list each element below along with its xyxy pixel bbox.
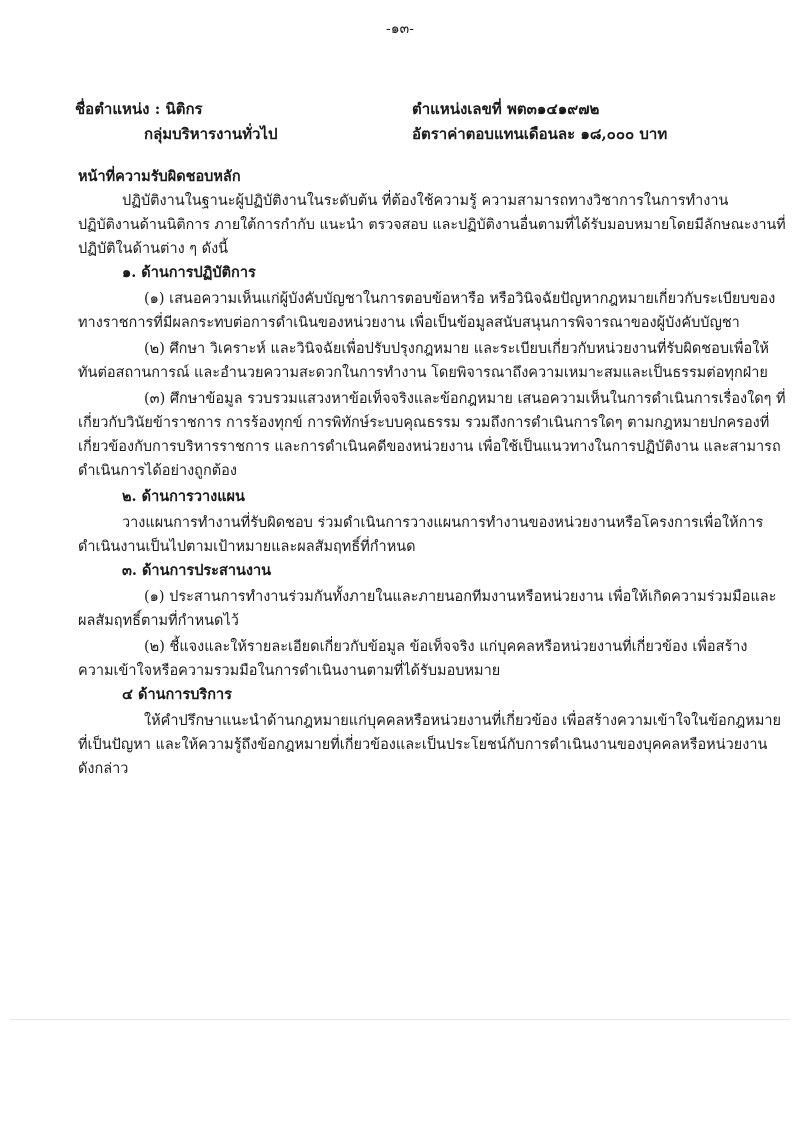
paragraph-line: ผลสัมฤทธิ์ตามที่กำหนดไว้ — [78, 613, 239, 629]
paragraph-line: เกี่ยวข้องกับการบริหารราชการ และการดำเนินคดีของหน่วยงาน เพื่อใช้เป็นแนวทางในการปฏิบัติงาน และสามารถ — [78, 439, 781, 455]
paragraph-line: (๒) ชี้แจงและให้รายละเอียดเกี่ยวกับข้อมูล ข้อเท็จจริง แก่บุคคลหรือหน่วยงานที่เกี่ยวข้อง เพื่อสร้าง — [144, 639, 748, 655]
paragraph-line: ทางราชการที่มีผลกระทบต่อการดำเนินของหน่วยงาน เพื่อเป็นข้อมูลสนับสนุนการพิจารณาของผู้บังคับบัญชา — [78, 315, 740, 331]
paragraph-line: (๒) ศึกษา วิเคราะห์ และวินิจฉัยเพื่อปรับปรุงกฎหมาย และระเบียบเกี่ยวกับหน่วยงานที่รับผิดชอบเพื่อให้ — [144, 341, 769, 357]
section-heading-service: ๔ ด้านการบริการ — [122, 686, 232, 703]
paragraph-line: (๑) ประสานการทำงานร่วมกันทั้งภายในและภายนอกทีมงานหรือหน่วยงาน เพื่อให้เกิดความร่วมมือและ — [144, 589, 777, 605]
paragraph-line: ที่เป็นปัญหา และให้ความรู้ถึงข้อกฎหมายที่เกี่ยวข้องและเป็นประโยชน์กับการดำเนินงานของบุคคลหรือหน่วยงาน — [78, 737, 768, 753]
intro-line: ปฏิบัติงานด้านนิติการ ภายใต้การกำกับ แนะนำ ตรวจสอบ และปฏิบัติงานอื่นตามที่ได้รับมอบหมายโดยมีลักษณะงานที่ — [78, 217, 786, 233]
page-number: -๑๓- — [386, 21, 414, 37]
main-heading: หน้าที่ความรับผิดชอบหลัก — [78, 168, 241, 185]
salary-rate: อัตราค่าตอบแทนเดือนละ ๑๘,๐๐๐ บาท — [412, 125, 668, 143]
intro-line: ปฏิบัติในด้านต่าง ๆ ดังนี้ — [78, 241, 229, 257]
paragraph-line: ให้คำปรึกษาแนะนำด้านกฎหมายแก่บุคคลหรือหน่วยงานที่เกี่ยวข้อง เพื่อสร้างความเข้าใจในข้อกฎหมาย — [144, 713, 782, 729]
position-name: ชื่อตำแหน่ง : นิติกร — [75, 100, 203, 118]
paragraph-line: วางแผนการทำงานที่รับผิดชอบ ร่วมดำเนินการวางแผนการทำงานของหน่วยงานหรือโครงการเพื่อให้การ — [122, 515, 764, 531]
paragraph-line: ดำเนินงานเป็นไปตามเป้าหมายและผลสัมฤทธิ์ที่กำหนด — [78, 539, 416, 555]
paragraph-line: (๓) ศึกษาข้อมูล รวบรวมแสวงหาข้อเท็จจริงและข้อกฎหมาย เสนอความเห็นในการดำเนินการเรื่องใดๆ ที่ — [144, 391, 786, 407]
paragraph-line: ทันต่อสถานการณ์ และอำนวยความสะดวกในการทำงาน โดยพิจารณาถึงความเหมาะสมและเป็นธรรมต่อทุกฝ่าย — [78, 365, 768, 381]
section-heading-operations: ๑. ด้านการปฏิบัติการ — [122, 264, 256, 281]
paragraph-line: ความเข้าใจหรือความรวมมือในการดำเนินงานตามที่ได้รับมอบหมาย — [78, 663, 501, 679]
position-number: ตำแหน่งเลขที่ พต๓๑๔๑๙๗๒ — [412, 100, 600, 118]
work-group: กลุ่มบริหารงานทั่วไป — [144, 125, 278, 143]
section-heading-coordination: ๓. ด้านการประสานงาน — [122, 562, 272, 579]
paragraph-line: ดังกล่าว — [78, 761, 129, 777]
section-heading-planning: ๒. ด้านการวางแผน — [122, 488, 245, 505]
paragraph-line: เกี่ยวกับวินัยข้าราชการ การร้องทุกข์ การพิทักษ์ระบบคุณธรรม รวมถึงการดำเนินการใดๆ ตามกฎหมายปกครองที่ — [78, 415, 770, 431]
page-bottom-divider — [10, 1019, 790, 1020]
paragraph-line: (๑) เสนอความเห็นแก่ผู้บังคับบัญชาในการตอบข้อหารือ หรือวินิจฉัยปัญหากฎหมายเกี่ยวกับระเบียบของ — [144, 291, 776, 307]
intro-line: ปฏิบัติงานในฐานะผู้ปฏิบัติงานในระดับต้น ที่ต้องใช้ความรู้ ความสามารถทางวิชาการในการทำงาน — [122, 193, 729, 209]
paragraph-line: ดำเนินการได้อย่างถูกต้อง — [78, 463, 237, 479]
